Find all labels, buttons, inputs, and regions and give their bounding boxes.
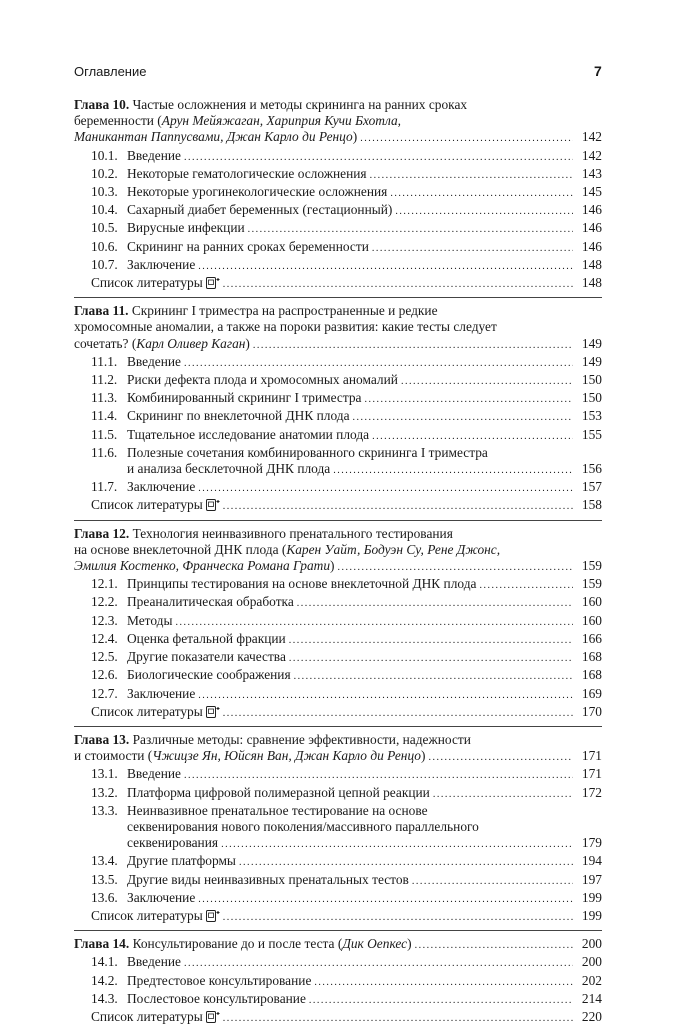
chapter-label: Глава 13. [74, 731, 130, 747]
chapter-title-line: Технология неинвазивного пренатального тестирования [132, 525, 453, 541]
chapter-12 [74, 526, 602, 727]
chapter-title-line: Частые осложнения и методы скрининга на ранних сроках [132, 97, 468, 112]
toc-section-continuation[interactable]: секвенирования . . . 179 [74, 835, 602, 853]
chapter-authors: Карл Оливер Каган [136, 335, 246, 351]
chapter-entry[interactable]: сочетать? (Карл Оливер Каган) . . . 149 [74, 336, 602, 354]
chapter-authors: Чжицзе Ян, Юйсян Ван, Джан Карло ди Ренцо [152, 748, 421, 764]
references-entry[interactable]: Список литературы . . . 170 [74, 704, 602, 723]
references-entry[interactable]: Список литературы . . . 199 [74, 908, 602, 927]
chapter-page: 142 [581, 129, 602, 145]
chapter-entry[interactable]: Глава 14. Консультирование до и после теста (Дик Оепкес) . . . 200 [74, 936, 602, 954]
toc-section[interactable]: 12.2. Преаналитическая обработка . . . 160 [74, 594, 602, 612]
ebook-download-icon [206, 1010, 220, 1028]
references-entry[interactable]: Список литературы . . . 148 [74, 275, 602, 294]
toc-section[interactable]: 12.3. Методы . . . 160 [74, 613, 602, 631]
toc-section[interactable]: 12.7. Заключение . . . 169 [74, 686, 602, 704]
toc-section[interactable]: 14.1. Введение . . . 200 [74, 954, 602, 972]
ebook-download-icon [206, 498, 220, 516]
toc-section[interactable]: 11.6. Полезные сочетания комбинированного скрининга I триместра [91, 444, 488, 460]
chapter-label: Глава 11. [74, 303, 129, 319]
chapter-authors: Арун Мейяжаган, Хариприя Кучи Бхотла, [161, 113, 401, 129]
toc-section[interactable]: 13.6. Заключение . . . 199 [74, 890, 602, 908]
toc-section[interactable]: 10.6. Скрининг на ранних сроках беременности . . . 146 [74, 239, 602, 257]
toc-section-continuation: секвенирования нового поколения/массивного параллельного [127, 818, 479, 834]
toc-section[interactable]: 11.7. Заключение . . . 157 [74, 479, 602, 497]
references-entry[interactable]: Список литературы . . . 158 [74, 497, 602, 516]
chapter-page: 159 [581, 558, 602, 574]
toc-section-continuation[interactable]: и анализа бесклеточной ДНК плода . . . 156 [74, 461, 602, 479]
chapter-11 [74, 303, 602, 520]
toc-section[interactable]: 11.1. Введение . . . 149 [74, 354, 602, 372]
toc-section[interactable]: 11.5. Тщательное исследование анатомии плода . . . 155 [74, 427, 602, 445]
chapter-title-line: беременности ( [74, 113, 162, 129]
chapter-10 [74, 97, 602, 298]
toc-section[interactable]: 13.3. Неинвазивное пренатальное тестирование на основе [91, 802, 428, 818]
references-entry[interactable]: Список литературы . . . 220 [74, 1009, 602, 1028]
chapter-authors: Эмилия Костенко, Франческа Романа Грати [74, 558, 331, 574]
chapter-entry[interactable]: Эмилия Костенко, Франческа Романа Грати) . . . 159 [74, 558, 602, 576]
toc-section[interactable]: 13.4. Другие платформы . . . 194 [74, 853, 602, 871]
running-header-title: Оглавление [74, 64, 147, 79]
chapter-title-line: Различные методы: сравнение эффективности, надежности [132, 731, 471, 747]
toc-section[interactable]: 14.3. Послестовое консультирование . . . 214 [74, 991, 602, 1009]
chapter-page: 149 [581, 335, 602, 351]
ebook-download-icon [206, 909, 220, 927]
toc-section[interactable]: 10.4. Сахарный диабет беременных (гестационный) . . . 146 [74, 202, 602, 220]
chapter-entry[interactable]: и стоимости (Чжицзе Ян, Юйсян Ван, Джан Карло ди Ренцо) . . . 171 [74, 748, 602, 766]
page-number: 7 [594, 63, 602, 79]
toc-section[interactable]: 11.2. Риски дефекта плода и хромосомных аномалий . . . 150 [74, 372, 602, 390]
chapter-title-line: хромосомные аномалии, а также на пороки развития: какие тесты следует [74, 319, 497, 335]
toc-section[interactable]: 10.5. Вирусные инфекции . . . 146 [74, 220, 602, 238]
ebook-download-icon [206, 705, 220, 723]
toc-section[interactable]: 14.2. Предтестовое консультирование . . . 202 [74, 973, 602, 991]
toc-section[interactable]: 10.3. Некоторые урогинекологические осложнения . . . 145 [74, 184, 602, 202]
chapter-page: 200 [581, 936, 602, 952]
chapter-label: Глава 14. [74, 936, 130, 952]
chapter-label: Глава 10. [74, 97, 130, 112]
chapter-page: 171 [581, 748, 602, 764]
toc-section[interactable]: 11.3. Комбинированный скрининг I триместра . . . 150 [74, 390, 602, 408]
toc-section[interactable]: 10.1. Введение . . . 142 [74, 148, 602, 166]
toc-section[interactable]: 10.7. Заключение . . . 148 [74, 257, 602, 275]
chapter-authors: Маникантан Паппусвами, Джан Карло ди Ренцо [74, 129, 353, 145]
toc-section[interactable]: 12.5. Другие показатели качества . . . 168 [74, 649, 602, 667]
chapter-title-line: на основе внеклеточной ДНК плода ( [74, 541, 287, 557]
chapter-entry[interactable]: Маникантан Паппусвами, Джан Карло ди Ренцо) . . . 142 [74, 129, 602, 147]
toc-section[interactable]: 13.1. Введение . . . 171 [74, 766, 602, 784]
toc-section[interactable]: 10.2. Некоторые гематологические осложнения . . . 143 [74, 166, 602, 184]
toc-section[interactable]: 12.6. Биологические соображения . . . 168 [74, 667, 602, 685]
chapter-14 [74, 936, 602, 1031]
chapter-13 [74, 732, 602, 931]
ebook-download-icon [206, 276, 220, 294]
toc-section[interactable]: 11.4. Скрининг по внеклеточной ДНК плода . . . 153 [74, 408, 602, 426]
chapter-authors: Дик Оепкес [342, 936, 408, 952]
chapter-label: Глава 12. [74, 525, 130, 541]
toc-section[interactable]: 12.1. Принципы тестирования на основе внеклеточной ДНК плода . . . 159 [74, 576, 602, 594]
toc-section[interactable]: 12.4. Оценка фетальной фракции . . . 166 [74, 631, 602, 649]
toc-section[interactable]: 13.5. Другие виды неинвазивных пренатальных тестов . . . 197 [74, 872, 602, 890]
chapter-authors: Карен Уайт, Бодуэн Су, Рене Джонс, [286, 541, 501, 557]
chapter-title-line: Скрининг I триместра на распространенные и редкие [131, 303, 438, 319]
table-of-contents [74, 97, 602, 1036]
toc-section[interactable]: 13.2. Платформа цифровой полимеразной цепной реакции . . . 172 [74, 785, 602, 803]
